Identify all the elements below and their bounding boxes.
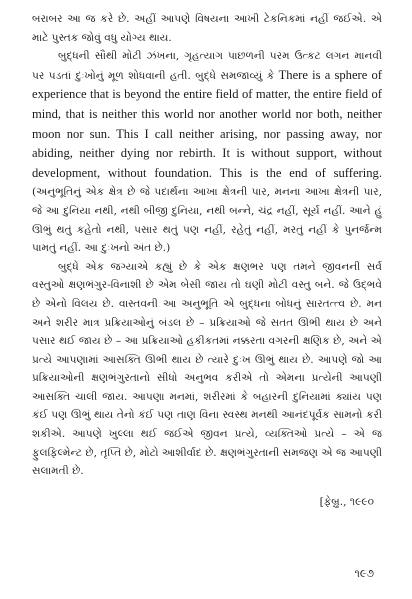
page-text-block xyxy=(32,10,382,481)
paragraph-3: બુદ્ધે એક જગ્યાએ કહ્યું છે કે એક ક્ષણભર પણ તમને જીવનની સર્વ વસ્તુઓ ક્ષણભંગુર-વિનાશી છે એમ બેસી જાય તો ઘણી મોટી વસ્તુ બને. જે ઉદ્ભવે છે એનો વિલય છે. વાસ્તવની આ અનુભૂતિ એ બુદ્ધના બોધનું સારતત્ત્વ છે. મન અને શરીર માત્ર પ્રક્રિયાઓનું બંડલ છે – પ્રક્રિયાઓ જે સતત ઊભી થાય છે અને પસાર થઈ જાય છે – આ પ્રક્રિયાઓ હકીકતમાં નક્કરતા વગરની ક્ષણિક છે, અને એ પ્રત્યે આપણામાં આસક્તિ ઊભી થાય છે ત્યારે દુઃખ ઊભું થાય છે. આપણે જો આ પ્રક્રિયાઓની ક્ષણભંગુરતાનો સીધો અનુભવ કરીએ તો એમના પ્રત્યેની આપણી આસક્તિ ચાલી જાય. આપણા મનમાં, શરીરમાં કે બહારની દુનિયામાં ક્યાંય પણ કંઈ પણ ઊભું થાય તેનો કંઈ પણ તાણ વિના સ્વસ્થ મનથી આનંદપૂર્વક સામનો કરી શકીએ. આપણે ખુલ્લા થઈ જઈએ જીવન પ્રત્યે, વ્યક્તિઓ પ્રત્યે – એ જ ફુલફિલ્મેન્ટ છે, તૃપ્તિ છે, મોટો આશીર્વાદ છે. ક્ષણભંગુરતાની સમજણ એ જ આપણી સલામતી છે. xyxy=(32,260,382,478)
date-signature: [ફેબ્રુ., ૧૯૯૦ xyxy=(319,496,374,508)
english-quote: There is a sphere of experience that is beyond the entire field of matter, the entire field of mind, that is neither this world nor another world nor both, neither moon nor sun. This I call neither arising, nor passing away, nor abiding, neither dying nor rebirth. It is without support, without development, without foundation. This is the end of suffering. xyxy=(32,67,382,180)
paragraph-2 xyxy=(32,47,382,258)
paragraph-1: બરાબર આ જ કરે છે. અહીં આપણે વિષયના આખી ટેકનિકમાં નહીં જઈએ. એ માટે પુસ્તક જોવું વધુ યોગ્ય થાય. xyxy=(32,13,382,44)
paragraph-2-intro: બુદ્ધની સૌથી મોટી ઝંખના, ગૃહત્યાગ પાછળની પરમ ઉત્કટ લગન માનવી પર પડતાં દુઃખોનું મૂળ શોધવાની હતી. બુદ્ધે સમજાવ્યું કે xyxy=(32,50,382,82)
page-number: ૧૯૭ xyxy=(354,567,374,580)
quote-translation: (અનુભૂતિનું એક ક્ષેત્ર છે જે પદાર્થના આખા ક્ષેત્રની પાર, મનના આખા ક્ષેત્રની પાર, જે આ દુનિયા નથી, નથી બીજી દુનિયા, નથી બન્ને, ચંદ્ર નહીં, સૂર્ય નહીં. આને હું ઊભું થતું કહેતો નથી, પસાર થતું પણ નહીં, રહેતું નહીં, મરતું નહીં કે પુનર્જન્મ પામતું નહીં. આ દુઃખનો અંત છે.) xyxy=(32,186,382,255)
